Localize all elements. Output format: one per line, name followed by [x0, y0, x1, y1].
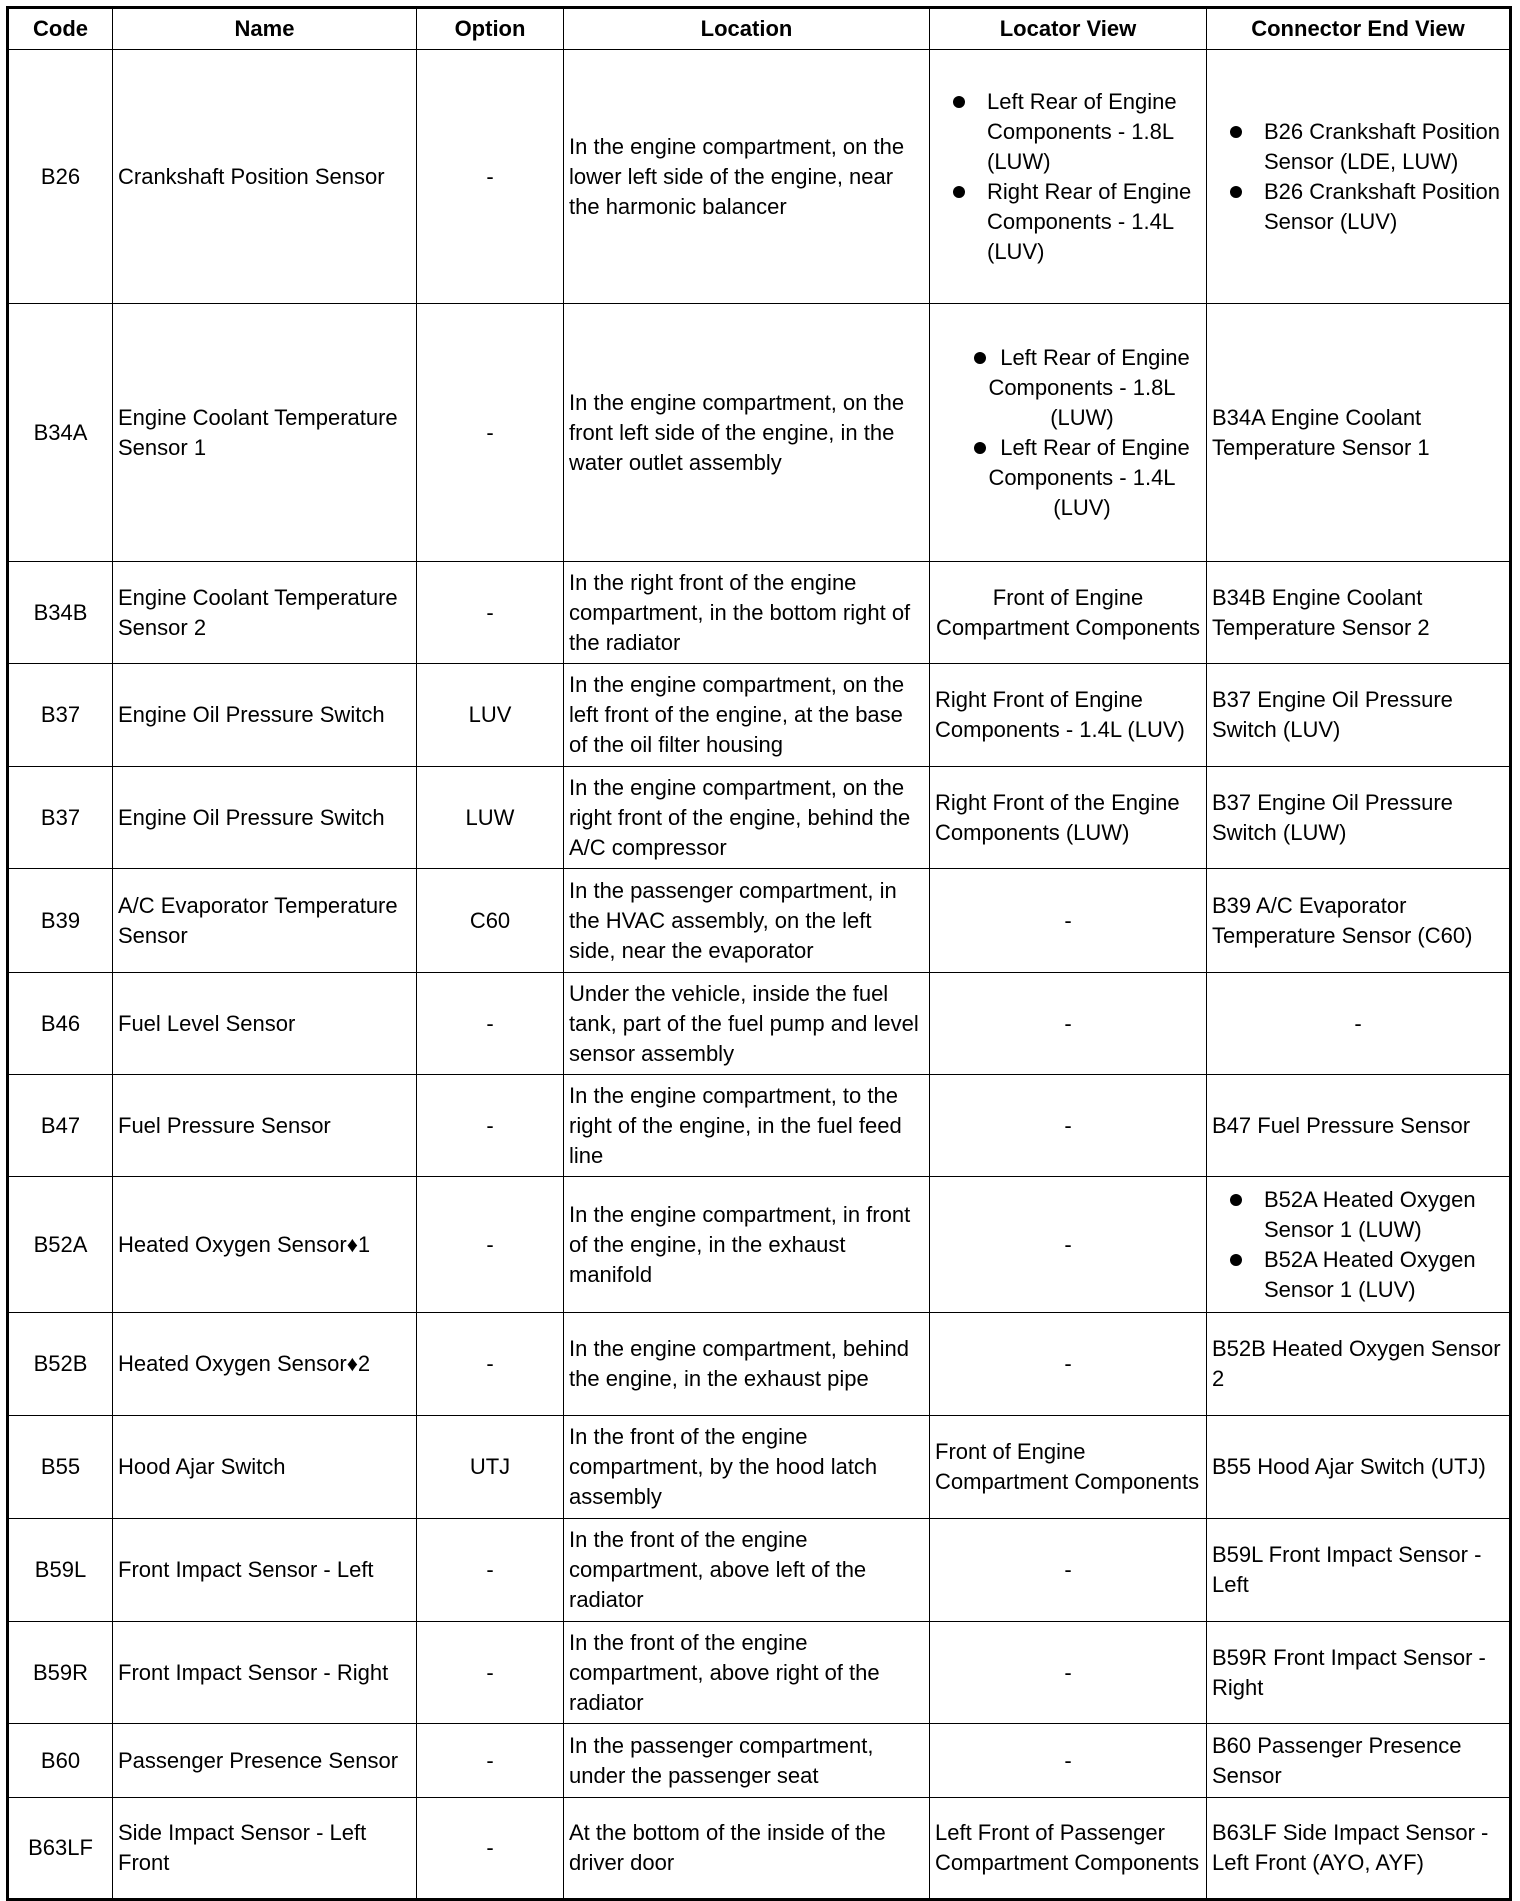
cell-option: C60	[417, 869, 564, 973]
header-locator-view: Locator View	[930, 8, 1207, 50]
cell-location: In the engine compartment, behind the engine, in the exhaust pipe	[564, 1313, 930, 1416]
cell-location: In the front of the engine compartment, by the hood latch assembly	[564, 1416, 930, 1519]
cell-location: In the front of the engine compartment, above left of the radiator	[564, 1519, 930, 1622]
table-row	[8, 1416, 1511, 1519]
cell-location: In the engine compartment, on the right front of the engine, behind the A/C compressor	[564, 767, 930, 869]
cell-code: B26	[8, 50, 113, 304]
cell-code: B63LF	[8, 1798, 113, 1900]
header-option: Option	[417, 8, 564, 50]
table-row	[8, 869, 1511, 973]
table-row	[8, 1313, 1511, 1416]
list-item	[987, 87, 1201, 177]
cell-code: B60	[8, 1724, 113, 1798]
cell-name: A/C Evaporator Temperature Sensor	[113, 869, 417, 973]
bullet-icon	[1230, 1194, 1242, 1206]
cell-connector: B34B Engine Coolant Temperature Sensor 2	[1207, 562, 1511, 664]
cell-name: Engine Oil Pressure Switch	[113, 767, 417, 869]
cell-connector	[1207, 1177, 1511, 1313]
cell-location: In the passenger compartment, under the passenger seat	[564, 1724, 930, 1798]
table-row	[8, 1724, 1511, 1798]
cell-connector: B39 A/C Evaporator Temperature Sensor (C60)	[1207, 869, 1511, 973]
header-connector-end-view: Connector End View	[1207, 8, 1511, 50]
cell-code: B52A	[8, 1177, 113, 1313]
cell-code: B39	[8, 869, 113, 973]
cell-connector: B37 Engine Oil Pressure Switch (LUV)	[1207, 664, 1511, 767]
cell-name: Front Impact Sensor - Right	[113, 1622, 417, 1724]
cell-code: B52B	[8, 1313, 113, 1416]
cell-connector: B59L Front Impact Sensor - Left	[1207, 1519, 1511, 1622]
cell-locator	[930, 50, 1207, 304]
cell-code: B59R	[8, 1622, 113, 1724]
cell-name: Fuel Level Sensor	[113, 973, 417, 1075]
cell-location: At the bottom of the inside of the driver door	[564, 1798, 930, 1900]
cell-locator: -	[930, 1313, 1207, 1416]
cell-locator: -	[930, 1075, 1207, 1177]
cell-connector: B55 Hood Ajar Switch (UTJ)	[1207, 1416, 1511, 1519]
cell-location: In the right front of the engine compartment, in the bottom right of the radiator	[564, 562, 930, 664]
table-row	[8, 304, 1511, 562]
cell-locator: -	[930, 1622, 1207, 1724]
cell-option: -	[417, 1313, 564, 1416]
cell-option: LUV	[417, 664, 564, 767]
cell-connector: B37 Engine Oil Pressure Switch (LUW)	[1207, 767, 1511, 869]
cell-code: B34B	[8, 562, 113, 664]
cell-locator: -	[930, 1724, 1207, 1798]
cell-option: -	[417, 973, 564, 1075]
connector-list	[1212, 117, 1504, 237]
header-row	[8, 8, 1511, 50]
table-row	[8, 1622, 1511, 1724]
cell-location: In the engine compartment, on the lower left side of the engine, near the harmonic balancer	[564, 50, 930, 304]
cell-name: Engine Oil Pressure Switch	[113, 664, 417, 767]
component-locator-table	[6, 6, 1512, 1901]
cell-location: In the front of the engine compartment, above right of the radiator	[564, 1622, 930, 1724]
cell-locator: -	[930, 1177, 1207, 1313]
cell-connector: B47 Fuel Pressure Sensor	[1207, 1075, 1511, 1177]
cell-option: -	[417, 1622, 564, 1724]
cell-code: B55	[8, 1416, 113, 1519]
connector-list	[1212, 1185, 1504, 1305]
cell-option: LUW	[417, 767, 564, 869]
cell-name: Hood Ajar Switch	[113, 1416, 417, 1519]
list-item	[1264, 117, 1504, 177]
cell-option: -	[417, 304, 564, 562]
header-name: Name	[113, 8, 417, 50]
cell-name: Engine Coolant Temperature Sensor 1	[113, 304, 417, 562]
list-item-text: B26 Crankshaft Position Sensor (LUV)	[1264, 178, 1501, 234]
bullet-icon	[953, 96, 965, 108]
list-item	[963, 343, 1201, 433]
cell-location: Under the vehicle, inside the fuel tank, part of the fuel pump and level sensor assembly	[564, 973, 930, 1075]
list-item	[963, 433, 1201, 523]
cell-code: B37	[8, 767, 113, 869]
cell-option: -	[417, 1724, 564, 1798]
cell-name: Front Impact Sensor - Left	[113, 1519, 417, 1622]
cell-code: B37	[8, 664, 113, 767]
cell-locator: -	[930, 1519, 1207, 1622]
cell-location: In the engine compartment, on the front left side of the engine, in the water outlet assembly	[564, 304, 930, 562]
cell-locator: Front of Engine Compartment Components	[930, 1416, 1207, 1519]
bullet-icon	[1230, 1254, 1242, 1266]
list-item-text: B26 Crankshaft Position Sensor (LDE, LUW)	[1264, 118, 1501, 174]
cell-location: In the engine compartment, to the right of the engine, in the fuel feed line	[564, 1075, 930, 1177]
cell-name: Heated Oxygen Sensor♦2	[113, 1313, 417, 1416]
cell-locator: Front of Engine Compartment Components	[930, 562, 1207, 664]
table-row	[8, 562, 1511, 664]
cell-name: Side Impact Sensor - Left Front	[113, 1798, 417, 1900]
table-row	[8, 1177, 1511, 1313]
list-item	[987, 177, 1201, 267]
table-row	[8, 1519, 1511, 1622]
table-row	[8, 1798, 1511, 1900]
cell-option: -	[417, 1075, 564, 1177]
cell-name: Engine Coolant Temperature Sensor 2	[113, 562, 417, 664]
cell-code: B46	[8, 973, 113, 1075]
cell-connector: -	[1207, 973, 1511, 1075]
cell-locator	[930, 304, 1207, 562]
cell-name: Heated Oxygen Sensor♦1	[113, 1177, 417, 1313]
cell-locator: -	[930, 869, 1207, 973]
cell-locator: Right Front of the Engine Components (LUW)	[930, 767, 1207, 869]
header-code: Code	[8, 8, 113, 50]
list-item-text: Right Rear of Engine Components - 1.4L (LUV)	[987, 178, 1192, 264]
cell-connector: B63LF Side Impact Sensor - Left Front (AYO, AYF)	[1207, 1798, 1511, 1900]
cell-option: -	[417, 1519, 564, 1622]
cell-locator: -	[930, 973, 1207, 1075]
cell-code: B59L	[8, 1519, 113, 1622]
bullet-icon	[1230, 186, 1242, 198]
list-item-text: B52A Heated Oxygen Sensor 1 (LUV)	[1264, 1246, 1476, 1302]
bullet-icon	[1230, 126, 1242, 138]
cell-connector: B60 Passenger Presence Sensor	[1207, 1724, 1511, 1798]
cell-location: In the engine compartment, on the left front of the engine, at the base of the oil filter housing	[564, 664, 930, 767]
cell-option: -	[417, 562, 564, 664]
cell-locator: Right Front of Engine Components - 1.4L (LUV)	[930, 664, 1207, 767]
locator-list	[935, 343, 1201, 523]
cell-connector: B52B Heated Oxygen Sensor 2	[1207, 1313, 1511, 1416]
cell-connector: B59R Front Impact Sensor - Right	[1207, 1622, 1511, 1724]
table-row	[8, 1075, 1511, 1177]
cell-name: Crankshaft Position Sensor	[113, 50, 417, 304]
cell-connector: B34A Engine Coolant Temperature Sensor 1	[1207, 304, 1511, 562]
list-item-text: Left Rear of Engine Components - 1.4L (LUV)	[988, 434, 1190, 520]
table-row	[8, 973, 1511, 1075]
bullet-icon	[974, 352, 986, 364]
table-row	[8, 50, 1511, 304]
bullet-icon	[953, 186, 965, 198]
cell-name: Passenger Presence Sensor	[113, 1724, 417, 1798]
cell-location: In the engine compartment, in front of the engine, in the exhaust manifold	[564, 1177, 930, 1313]
list-item	[1264, 1185, 1504, 1245]
locator-list	[935, 87, 1201, 267]
header-location: Location	[564, 8, 930, 50]
bullet-icon	[974, 442, 986, 454]
table-row	[8, 664, 1511, 767]
cell-code: B34A	[8, 304, 113, 562]
cell-location: In the passenger compartment, in the HVAC assembly, on the left side, near the evaporator	[564, 869, 930, 973]
table-row	[8, 767, 1511, 869]
cell-name: Fuel Pressure Sensor	[113, 1075, 417, 1177]
cell-locator: Left Front of Passenger Compartment Components	[930, 1798, 1207, 1900]
cell-option: -	[417, 1177, 564, 1313]
cell-code: B47	[8, 1075, 113, 1177]
cell-option: -	[417, 1798, 564, 1900]
list-item	[1264, 1245, 1504, 1305]
cell-connector	[1207, 50, 1511, 304]
table-body	[8, 50, 1511, 1900]
cell-option: UTJ	[417, 1416, 564, 1519]
list-item-text: Left Rear of Engine Components - 1.8L (LUW)	[988, 344, 1190, 430]
cell-option: -	[417, 50, 564, 304]
list-item-text: Left Rear of Engine Components - 1.8L (LUW)	[987, 88, 1177, 174]
list-item-text: B52A Heated Oxygen Sensor 1 (LUW)	[1264, 1186, 1476, 1242]
list-item	[1264, 177, 1504, 237]
